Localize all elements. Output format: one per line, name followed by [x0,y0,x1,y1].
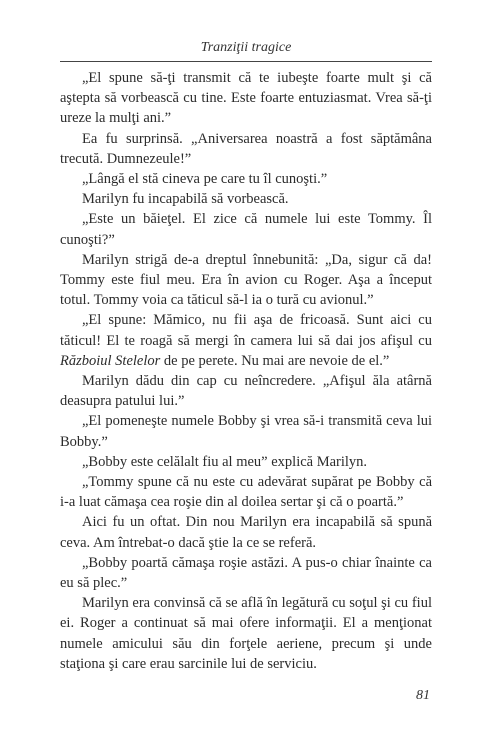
paragraph: Marilyn dădu din cap cu neîncredere. „Afişul ăla atârnă deasupra patului lui.” [60,373,432,410]
paragraph: „Este un băieţel. El zice că numele lui este Tommy. Îl cunoşti?” [60,211,432,248]
paragraph: „Bobby poartă cămaşa roşie astăzi. A pus-o chiar înainte ca eu să plec.” [60,554,432,592]
paragraph: „El spune să-ţi transmit că te iubeşte foarte mult şi că aştepta să vorbească cu tine. Este foarte entuziasmat. Vrea să-ţi ureze la mulţi ani.” [60,70,432,127]
header-rule [60,61,432,62]
paragraph-text: „El spune: Mămico, nu fii aşa de fricoasă. Sunt aici cu tăticul! El te roagă să mergi în camera lui să dai jos afişul cu [60,312,432,349]
paragraph: Ea fu surprinsă. „Aniversarea noastră a fost săptămâna trecută. Dumnezeule!” [60,130,432,167]
paragraph-text: de pe perete. Nu mai are nevoie de el.” [160,352,390,369]
paragraph: „Tommy spune că nu este cu adevărat supărat pe Bobby că i-a luat cămaşa cea roşie din al doilea sertar şi că o poartă.” [60,474,432,511]
paragraph: Aici fu un oftat. Din nou Marilyn era incapabilă să spună ceva. Am întrebat-o dacă ştie la ce se referă. [60,514,432,551]
book-title-italic: Războiul Stelelor [60,352,161,369]
paragraph [60,310,432,371]
paragraph: Marilyn strigă de-a dreptul înnebunită: „Da, sigur că da! Tommy este fiul meu. Era în avion cu Roger. Aşa a început totul. Tommy voia ca tăticul să-l ia o tură cu avionul.” [60,251,432,309]
page-number: 81 [416,688,430,703]
paragraph: Marilyn era convinsă că se află în legătură cu soţul şi cu fiul ei. Roger a continuat să mai ofere informaţii. El a menţionat numele amicului său din forţele aeriene, precum şi unde staţiona şi care erau sarcinile lui de serviciu. [60,595,432,672]
paragraph: Marilyn fu incapabilă să vorbească. [82,191,289,208]
body-text [60,68,432,674]
paragraph: „Lângă el stă cineva pe care tu îl cunoşti.” [82,171,328,188]
paragraph: „El pomeneşte numele Bobby şi vrea să-i transmită ceva lui Bobby.” [60,413,432,450]
running-head: Tranziţii tragice [200,40,292,55]
paragraph: „Bobby este celălalt fiu al meu” explică Marilyn. [82,453,368,470]
